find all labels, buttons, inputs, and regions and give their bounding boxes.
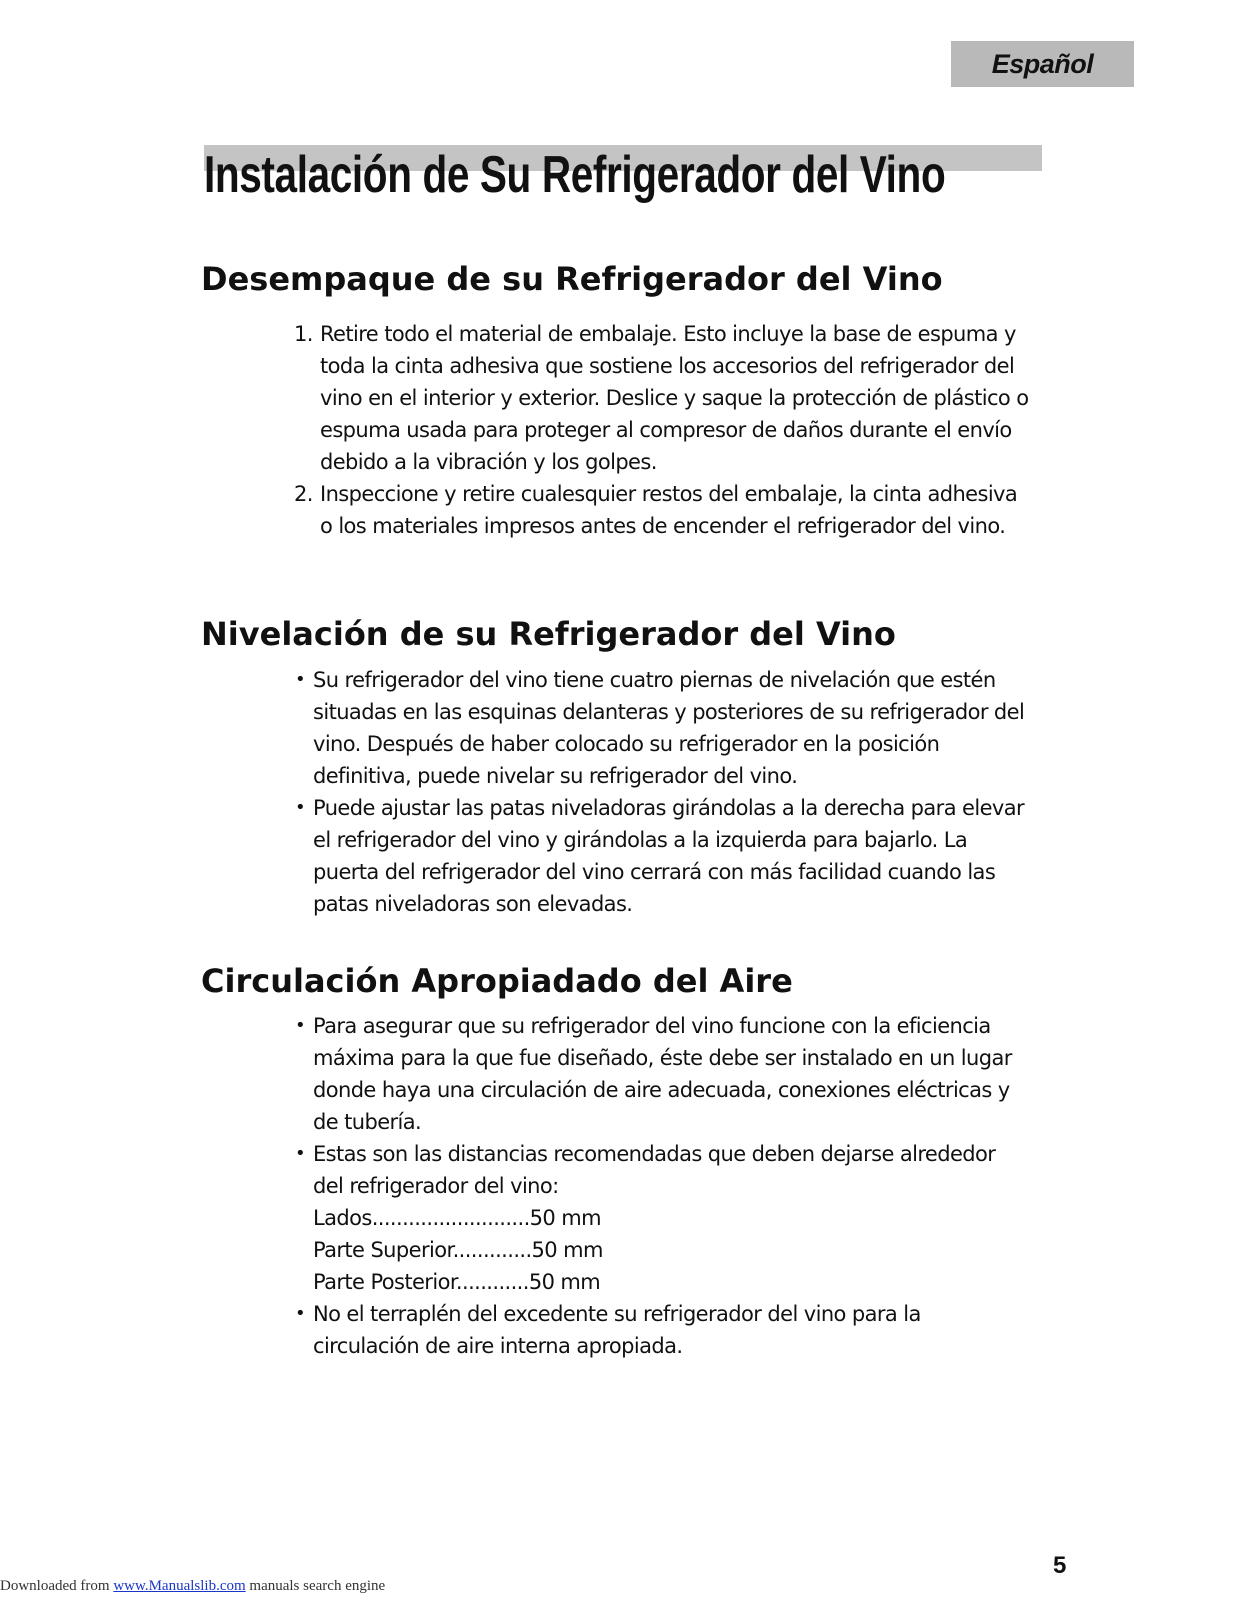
air-circulation-list <box>295 1010 1015 1362</box>
list-item <box>295 792 1035 920</box>
list-marker: 2. <box>294 482 313 506</box>
list-item <box>295 664 1035 792</box>
bullet-marker: • <box>295 1015 306 1036</box>
list-item-text: Para asegurar que su refrigerador del vino funcione con la eficiencia máxima para la que fue diseñado, éste debe ser instalado en un lugar donde haya una circulación de aire adecuada, conexiones eléctricas y de tubería. <box>313 1014 1012 1134</box>
bullet-marker: • <box>295 797 306 818</box>
language-tab <box>951 41 1134 87</box>
list-item <box>294 478 1034 542</box>
distance-sides: Lados..........................50 mm <box>313 1206 601 1230</box>
list-item-text: Estas son las distancias recomendadas que deben dejarse alrededor del refrigerador del vino: <box>313 1142 996 1198</box>
language-tab-label: Español <box>991 48 1094 79</box>
bullet-marker: • <box>295 669 306 690</box>
footer-suffix: manuals search engine <box>245 1578 386 1594</box>
bullet-marker: • <box>295 1303 306 1324</box>
bullet-marker: • <box>295 1143 306 1164</box>
list-item <box>295 1138 1015 1298</box>
unpacking-list <box>294 318 1034 542</box>
distance-back: Parte Posterior............50 mm <box>313 1270 601 1294</box>
section-heading-desempaque: Desempaque de su Refrigerador del Vino <box>201 260 943 298</box>
section-heading-nivelacion: Nivelación de su Refrigerador del Vino <box>201 615 896 653</box>
list-item-text: Puede ajustar las patas niveladoras girándolas a la derecha para elevar el refrigerador del vino y girándolas a la izquierda para bajarlo. La puerta del refrigerador del vino cerrará con más facilidad cuando las patas niveladoras son elevadas. <box>313 796 1025 916</box>
manualslib-link[interactable]: www.Manualslib.com <box>113 1578 246 1594</box>
footer-prefix: Downloaded from <box>0 1578 114 1594</box>
list-item <box>295 1298 1015 1362</box>
page-number: 5 <box>1053 1552 1067 1579</box>
list-item-text: No el terraplén del excedente su refrigerador del vino para la circulación de aire interna apropiada. <box>313 1302 921 1358</box>
list-item <box>295 1010 1015 1138</box>
section-heading-circulacion: Circulación Apropiadado del Aire <box>201 962 793 1000</box>
list-marker: 1. <box>294 322 313 346</box>
footer-download-note <box>0 1578 385 1595</box>
list-item-text: Inspeccione y retire cualesquier restos del embalaje, la cinta adhesiva o los materiales impresos antes de encender el refrigerador del vino. <box>320 482 1018 538</box>
list-item-text: Su refrigerador del vino tiene cuatro piernas de nivelación que estén situadas en las esquinas delanteras y posteriores de su refrigerador del vino. Después de haber colocado su refrigerador en la posición definitiva, puede nivelar su refrigerador del vino. <box>313 668 1025 788</box>
list-item-text: Retire todo el material de embalaje. Esto incluye la base de espuma y toda la cinta adhesiva que sostiene los accesorios del refrigerador del vino en el interior y exterior. Deslice y saque la protección de plástico o espuma usada para proteger al compresor de daños durante el envío debido a la vibración y los golpes. <box>320 322 1029 474</box>
page-title: Instalación de Su Refrigerador del Vino <box>204 146 946 204</box>
leveling-list <box>295 664 1035 920</box>
distance-top: Parte Superior.............50 mm <box>313 1238 603 1262</box>
list-item <box>294 318 1034 478</box>
